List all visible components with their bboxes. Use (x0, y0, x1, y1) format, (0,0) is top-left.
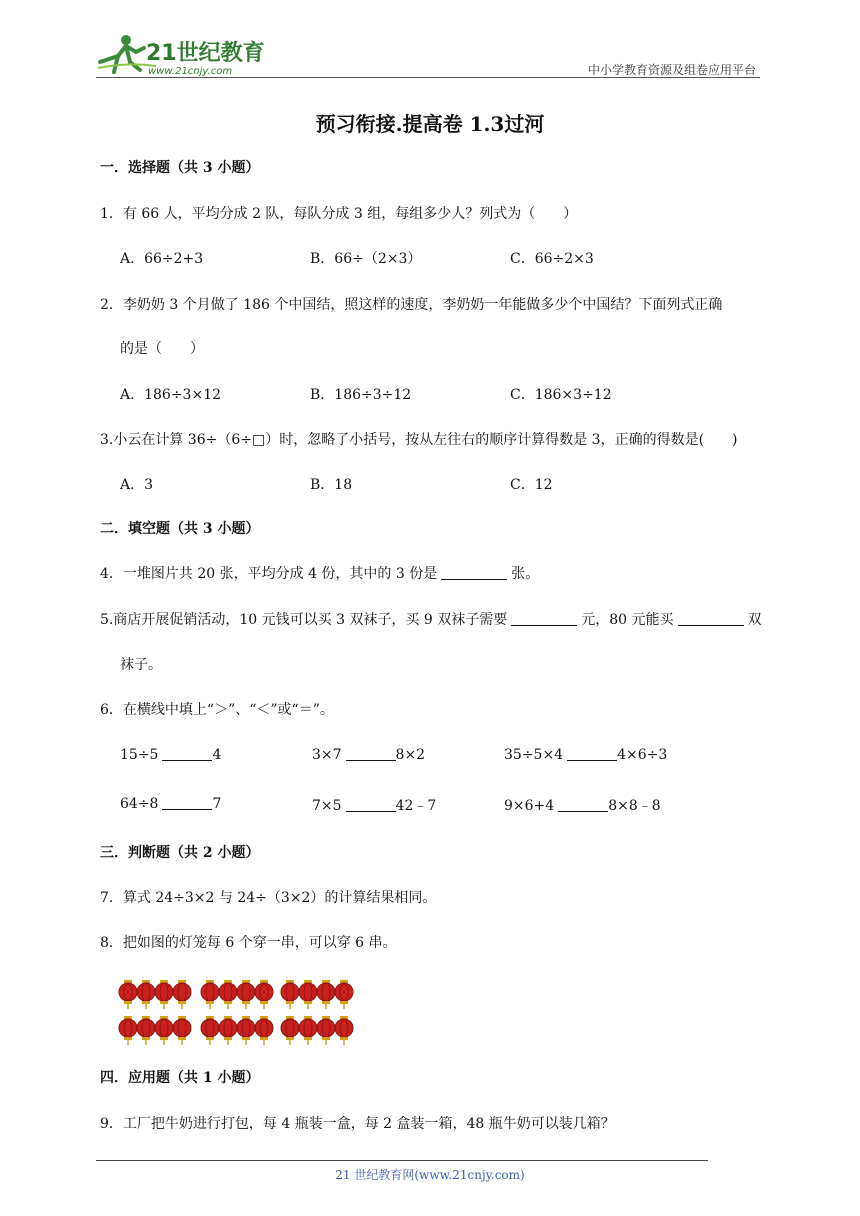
q2-option-c: C．186×3÷12 (510, 387, 612, 403)
q6-right-4: 7 (212, 796, 222, 812)
q1-option-b: B．66÷（2×3） (310, 251, 422, 267)
lantern-icon (237, 980, 255, 1009)
q6-left-5: 7×5 (312, 798, 342, 814)
q3-option-b: B．18 (310, 477, 353, 493)
q2-option-b: B．186÷3÷12 (310, 387, 412, 403)
q6-left-3: 35÷5×4 (504, 747, 564, 763)
q2-option-a: A．186÷3×12 (120, 387, 222, 403)
q6-compare-1 (120, 746, 221, 763)
lantern-icon (119, 1016, 137, 1045)
lantern-icon (281, 980, 299, 1009)
q6-blank-4[interactable] (162, 795, 212, 810)
lantern-icon (201, 1016, 219, 1045)
question-9: 9．工厂把牛奶进行打包，每 4 瓶装一盒，每 2 盒装一箱，48 瓶牛奶可以装几箱？ (100, 1116, 615, 1132)
lantern-icon (255, 1016, 273, 1045)
q6-left-2: 3×7 (312, 747, 342, 763)
q6-blank-1[interactable] (162, 746, 212, 761)
q6-left-4: 64÷8 (120, 796, 159, 812)
question-7: 7．算式 24÷3×2 与 24÷（3×2）的计算结果相同。 (100, 890, 437, 906)
lantern-icon (219, 980, 237, 1009)
lantern-icon (281, 1016, 299, 1045)
q6-blank-5[interactable] (346, 797, 396, 812)
lantern-icon (299, 980, 317, 1009)
lantern-icon (137, 980, 155, 1009)
svg-text:www.21cnjy.com: www.21cnjy.com (148, 66, 233, 77)
lantern-icon (173, 1016, 191, 1045)
q6-blank-6[interactable] (558, 797, 608, 812)
q1-option-c: C．66÷2×3 (510, 251, 594, 267)
svg-text:21世纪教育: 21世纪教育 (146, 41, 265, 66)
q6-compare-2 (312, 746, 425, 763)
section-heading-choice: 一．选择题（共 3 小题） (100, 160, 260, 176)
lantern-image (118, 978, 358, 1048)
lantern-icon (335, 1016, 353, 1045)
q6-left-6: 9×6+4 (504, 798, 555, 814)
lantern-icon (317, 980, 335, 1009)
q5-answer-blank-2[interactable] (678, 611, 744, 626)
q5-text-part1: 5.商店开展促销活动，10 元钱可以买 3 双袜子，买 9 双袜子需要 (100, 612, 508, 628)
q6-right-6: 8×8﹣8 (608, 798, 661, 814)
question-8: 8．把如图的灯笼每 6 个穿一串，可以穿 6 串。 (100, 935, 397, 951)
lantern-icon (219, 1016, 237, 1045)
question-5-line1 (100, 609, 762, 629)
question-5-line2: 袜子。 (120, 657, 162, 673)
q6-right-2: 8×2 (395, 747, 426, 763)
question-1: 1．有 66 人，平均分成 2 队，每队分成 3 组，每组多少人？列式为（ ） (100, 206, 578, 222)
q6-left-1: 15÷5 (120, 747, 159, 763)
lantern-icon (119, 980, 137, 1009)
lantern-icon (155, 980, 173, 1009)
q6-right-3: 4×6÷3 (617, 747, 668, 763)
q3-option-a: A．3 (120, 477, 154, 493)
section-heading-application: 四．应用题（共 1 小题） (100, 1070, 260, 1086)
question-6: 6．在横线中填上“＞”、“＜”或“＝”。 (100, 702, 334, 718)
lantern-icon (255, 980, 273, 1009)
q6-compare-3 (504, 746, 667, 763)
lantern-icon (155, 1016, 173, 1045)
section-heading-fill: 二．填空题（共 3 小题） (100, 521, 260, 537)
q4-answer-blank[interactable] (441, 565, 507, 580)
q6-right-1: 4 (212, 747, 222, 763)
q3-option-c: C．12 (510, 477, 553, 493)
q6-compare-4 (120, 795, 221, 812)
lantern-icon (137, 1016, 155, 1045)
lantern-icon (335, 980, 353, 1009)
lantern-icon (201, 980, 219, 1009)
platform-name: 中小学教育资源及组卷应用平台 (587, 63, 756, 77)
question-4 (100, 563, 539, 583)
section-heading-judge: 三．判断题（共 2 小题） (100, 845, 260, 861)
q5-answer-blank-1[interactable] (511, 611, 577, 626)
question-2-line2: 的是（ ） (120, 341, 204, 357)
header-divider (96, 77, 760, 78)
q6-blank-2[interactable] (346, 746, 396, 761)
footer-site-link[interactable]: 21 世纪教育网(www.21cnjy.com) (335, 1168, 525, 1182)
lantern-icon (173, 980, 191, 1009)
q5-text-part2: 元，80 元能买 (581, 612, 674, 628)
q6-blank-3[interactable] (567, 746, 617, 761)
q4-text-before: 4．一堆图片共 20 张，平均分成 4 份，其中的 3 份是 (100, 566, 438, 582)
q5-text-part3: 双 (747, 612, 762, 628)
question-2-line1: 2．李奶奶 3 个月做了 186 个中国结，照这样的速度，李奶奶一年能做多少个中国结？下面列式正确 (100, 297, 723, 313)
page-title: 预习衔接.提高卷 1.3过河 (315, 112, 545, 136)
q4-text-after: 张。 (511, 566, 540, 582)
lantern-icon (317, 1016, 335, 1045)
q6-right-5: 42﹣7 (395, 798, 437, 814)
q6-compare-5 (312, 795, 436, 815)
lantern-icon (237, 1016, 255, 1045)
question-3: 3.小云在计算 36÷（6÷□）时，忽略了小括号，按从左往右的顺序计算得数是 3，正确的得数是( ) (100, 432, 738, 448)
footer-divider (96, 1160, 708, 1161)
q1-option-a: A．66÷2+3 (120, 251, 204, 267)
q6-compare-6 (504, 795, 661, 815)
site-logo (96, 32, 266, 78)
lantern-icon (299, 1016, 317, 1045)
